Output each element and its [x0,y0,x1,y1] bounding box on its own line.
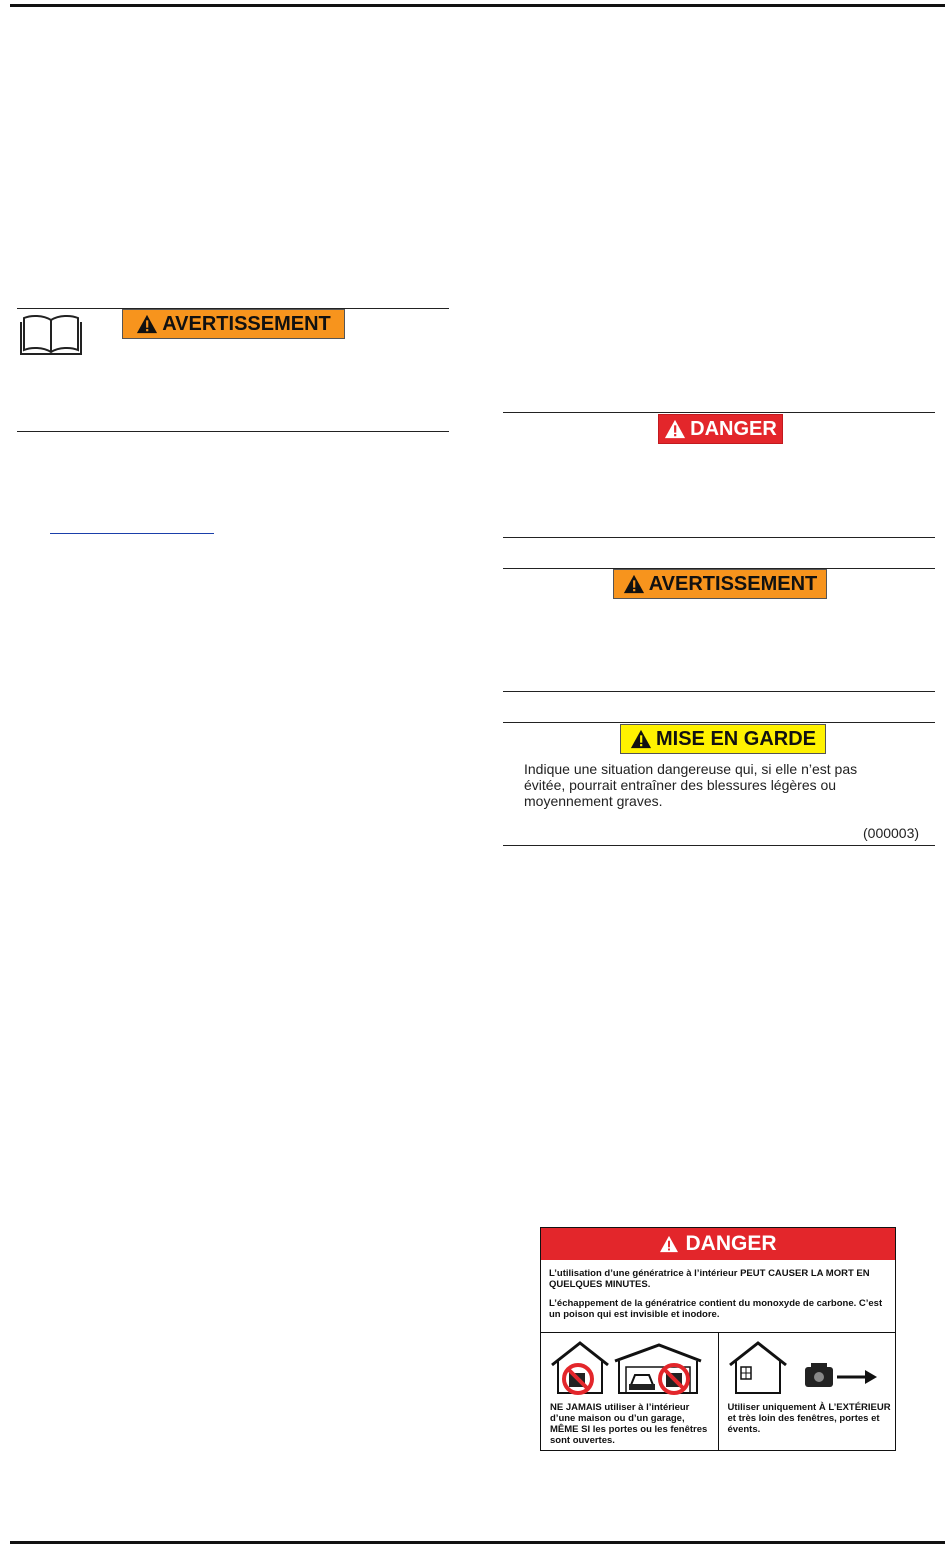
danger-badge-label: DANGER [690,417,777,440]
warning-triangle-icon [623,573,645,595]
label-pictograms [541,1332,895,1451]
caution-badge [620,724,826,754]
label-title: DANGER [685,1232,777,1255]
top-rule [10,4,945,7]
caution-badge-label: MISE EN GARDE [655,727,817,750]
outdoor-use-only-pictogram-icon [727,1339,887,1399]
label-line-2: L’échappement de la génératrice contient du monoxyde de carbone. C’est un poison qui est invisible et inodore. [549,1298,883,1320]
carbon-monoxide-danger-label [540,1227,896,1451]
no-indoor-use-pictogram-icon [549,1339,709,1399]
warning-badge-right [613,569,827,599]
warning-triangle-icon [136,313,158,335]
caution-triangle-icon [630,728,652,750]
left-warning-bottom-line [17,431,449,432]
warning-badge-left-label: AVERTISSEMENT [162,312,331,335]
label-right-caption: Utiliser uniquement À L’EXTÉRIEUR et très loin des fenêtres, portes et évents. [727,1402,891,1435]
label-line-1: L’utilisation d’une génératrice à l’intérieur PEUT CAUSER LA MORT EN QUELQUES MINUTES. [549,1268,870,1290]
open-book-icon [19,312,83,356]
caution-description: Indique une situation dangereuse qui, si elle n’est pas évitée, pourrait entraîner des blessures légères ou moyennement graves. [524,761,858,809]
warning-bottom-line [503,691,935,692]
label-left-cell [541,1333,719,1451]
label-left-caption: NE JAMAIS utiliser à l’intérieur d’une maison ou d’un garage, MÊME SI les portes ou les fenêtres sont ouvertes. [550,1402,708,1446]
caution-code: (000003) [863,825,920,841]
caution-top-line [503,722,935,723]
caution-bottom-line [503,845,935,846]
danger-badge [658,414,783,444]
label-right-cell [719,1333,896,1451]
warning-badge-left [122,309,345,339]
bottom-rule [10,1541,945,1544]
hyperlink-underline[interactable] [50,533,214,534]
danger-bottom-line [503,537,935,538]
danger-top-line [503,412,935,413]
label-header [541,1228,895,1260]
label-danger-triangle-icon [659,1235,679,1253]
warning-badge-right-label: AVERTISSEMENT [648,572,818,595]
label-body [541,1260,895,1320]
danger-triangle-icon [664,418,686,440]
